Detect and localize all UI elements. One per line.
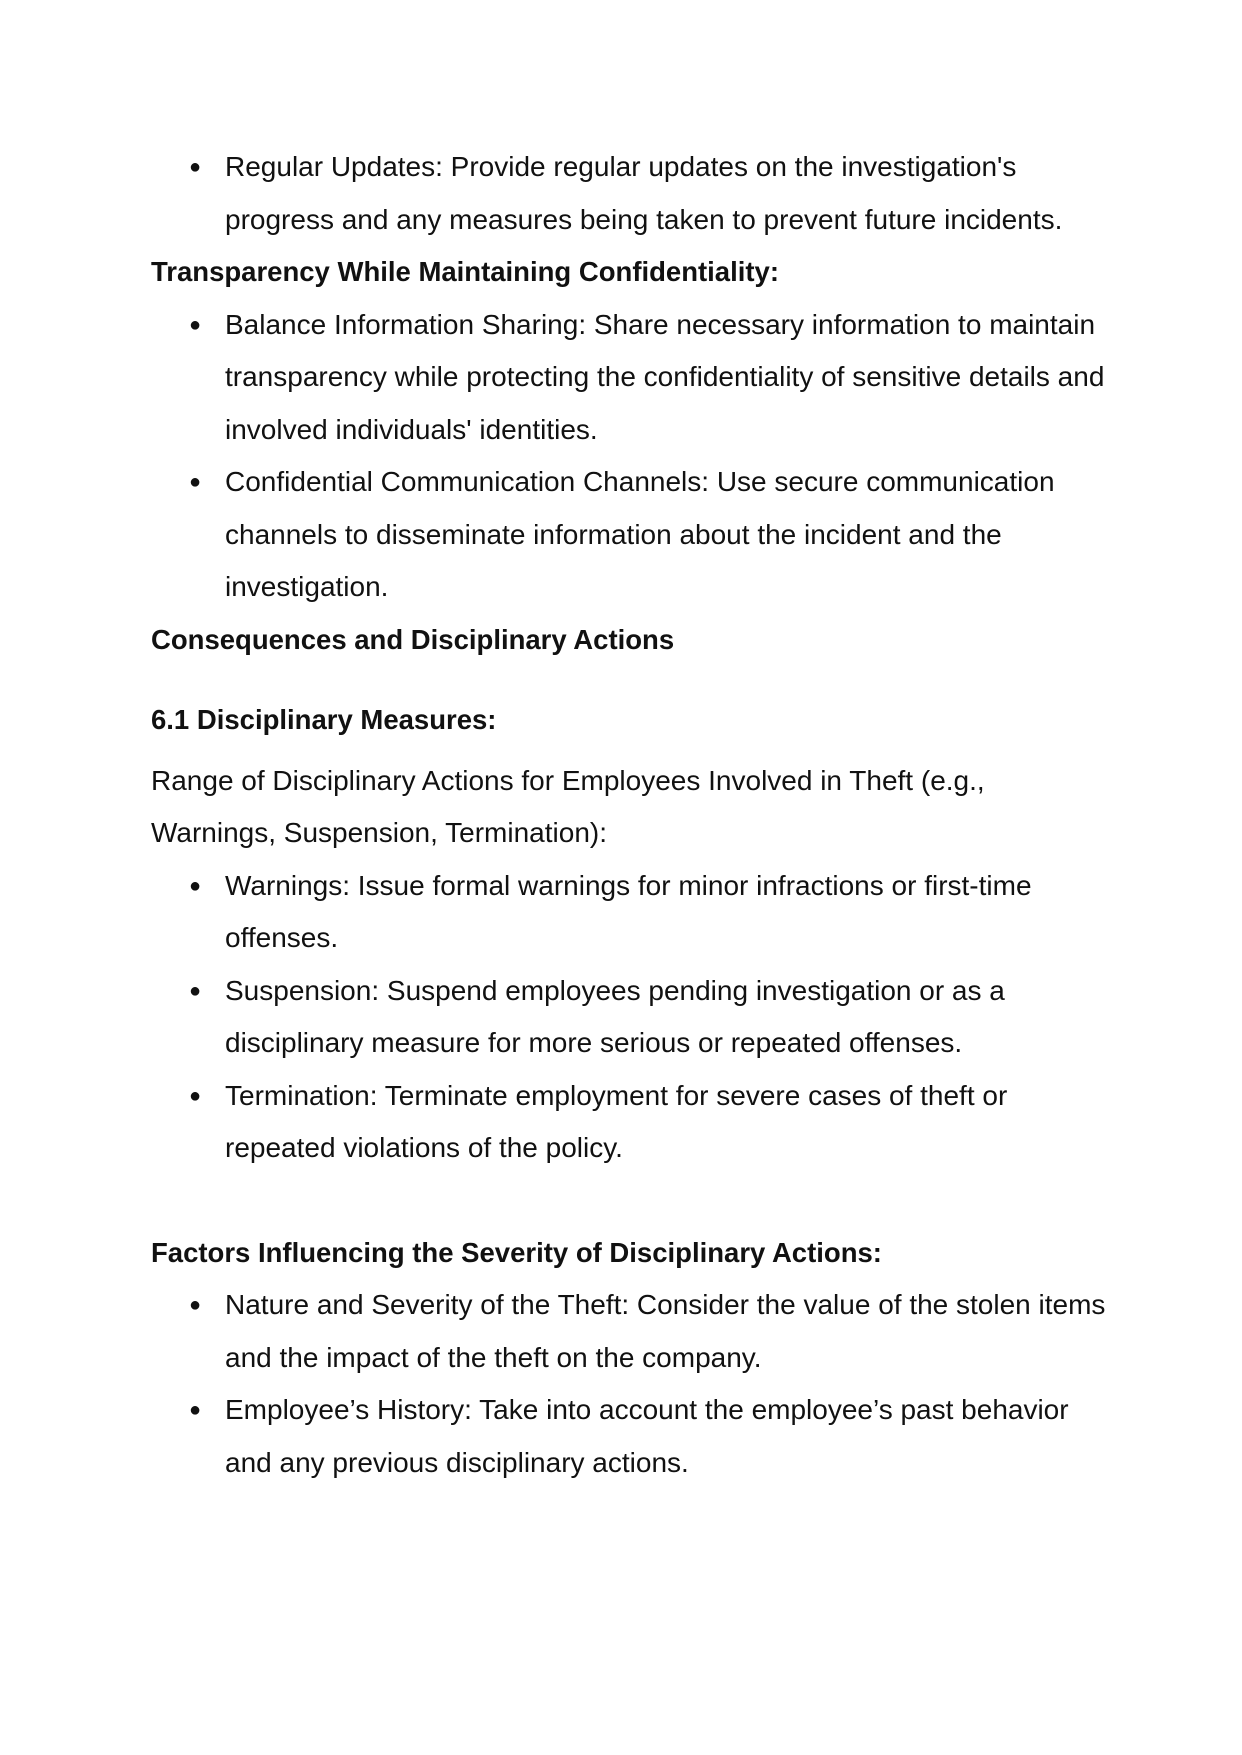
list-item: [151, 1279, 1111, 1384]
list-item: [151, 141, 1111, 246]
bullet-icon: ●: [189, 979, 202, 1002]
bullet-icon: ●: [189, 471, 202, 493]
list-item: [151, 860, 1111, 965]
top-bullet-list: [151, 141, 1111, 246]
list-item: [151, 1070, 1111, 1175]
list-item-text: Balance Information Sharing: Share necessary information to maintain transparency while protecting the confidentiality of sensitive details and involved individuals' identities.: [225, 308, 1105, 445]
section-heading-consequences: Consequences and Disciplinary Actions: [151, 623, 675, 655]
list-item-text: Nature and Severity of the Theft: Consider the value of the stolen items and the impact of the theft on the company.: [225, 1289, 1106, 1373]
bullet-icon: ●: [189, 1399, 202, 1421]
list-item-text: Suspension: Suspend employees pending investigation or as a disciplinary measure for more serious or repeated offenses.: [225, 974, 1005, 1058]
list-item: [151, 1384, 1111, 1489]
list-item: [151, 965, 1111, 1070]
document-page: [151, 141, 1111, 1489]
list-item-text: Employee’s History: Take into account the employee’s past behavior and any previous disciplinary actions.: [225, 1394, 1069, 1478]
bullet-icon: ●: [189, 1294, 202, 1316]
bullet-icon: ●: [189, 156, 202, 178]
section-heading-factors: Factors Influencing the Severity of Disciplinary Actions:: [151, 1236, 882, 1268]
bullet-icon: ●: [189, 1084, 202, 1107]
list-item-text: Warnings: Issue formal warnings for minor infractions or first-time offenses.: [225, 869, 1032, 953]
disciplinary-intro-paragraph: Range of Disciplinary Actions for Employees Involved in Theft (e.g., Warnings, Suspension, Termination):: [151, 764, 985, 848]
transparency-bullet-list: [151, 299, 1111, 614]
spacer: [151, 1175, 1111, 1227]
list-item: [151, 299, 1111, 457]
list-item-text: Termination: Terminate employment for severe cases of theft or repeated violations of the policy.: [225, 1079, 1008, 1163]
spacer: [151, 666, 1111, 694]
section-heading-disciplinary-measures: 6.1 Disciplinary Measures:: [151, 704, 497, 735]
list-item-text: Regular Updates: Provide regular updates on the investigation's progress and any measures being taken to prevent future incidents.: [225, 151, 1063, 235]
disciplinary-bullet-list: [151, 860, 1111, 1175]
section-heading-transparency: Transparency While Maintaining Confidentiality:: [151, 256, 779, 287]
list-item: [151, 456, 1111, 614]
list-item-text: Confidential Communication Channels: Use secure communication channels to disseminate information about the incident and the investigation.: [225, 466, 1055, 602]
bullet-icon: ●: [189, 874, 202, 897]
spacer: [151, 747, 1111, 755]
factors-bullet-list: [151, 1279, 1111, 1489]
bullet-icon: ●: [189, 313, 202, 336]
